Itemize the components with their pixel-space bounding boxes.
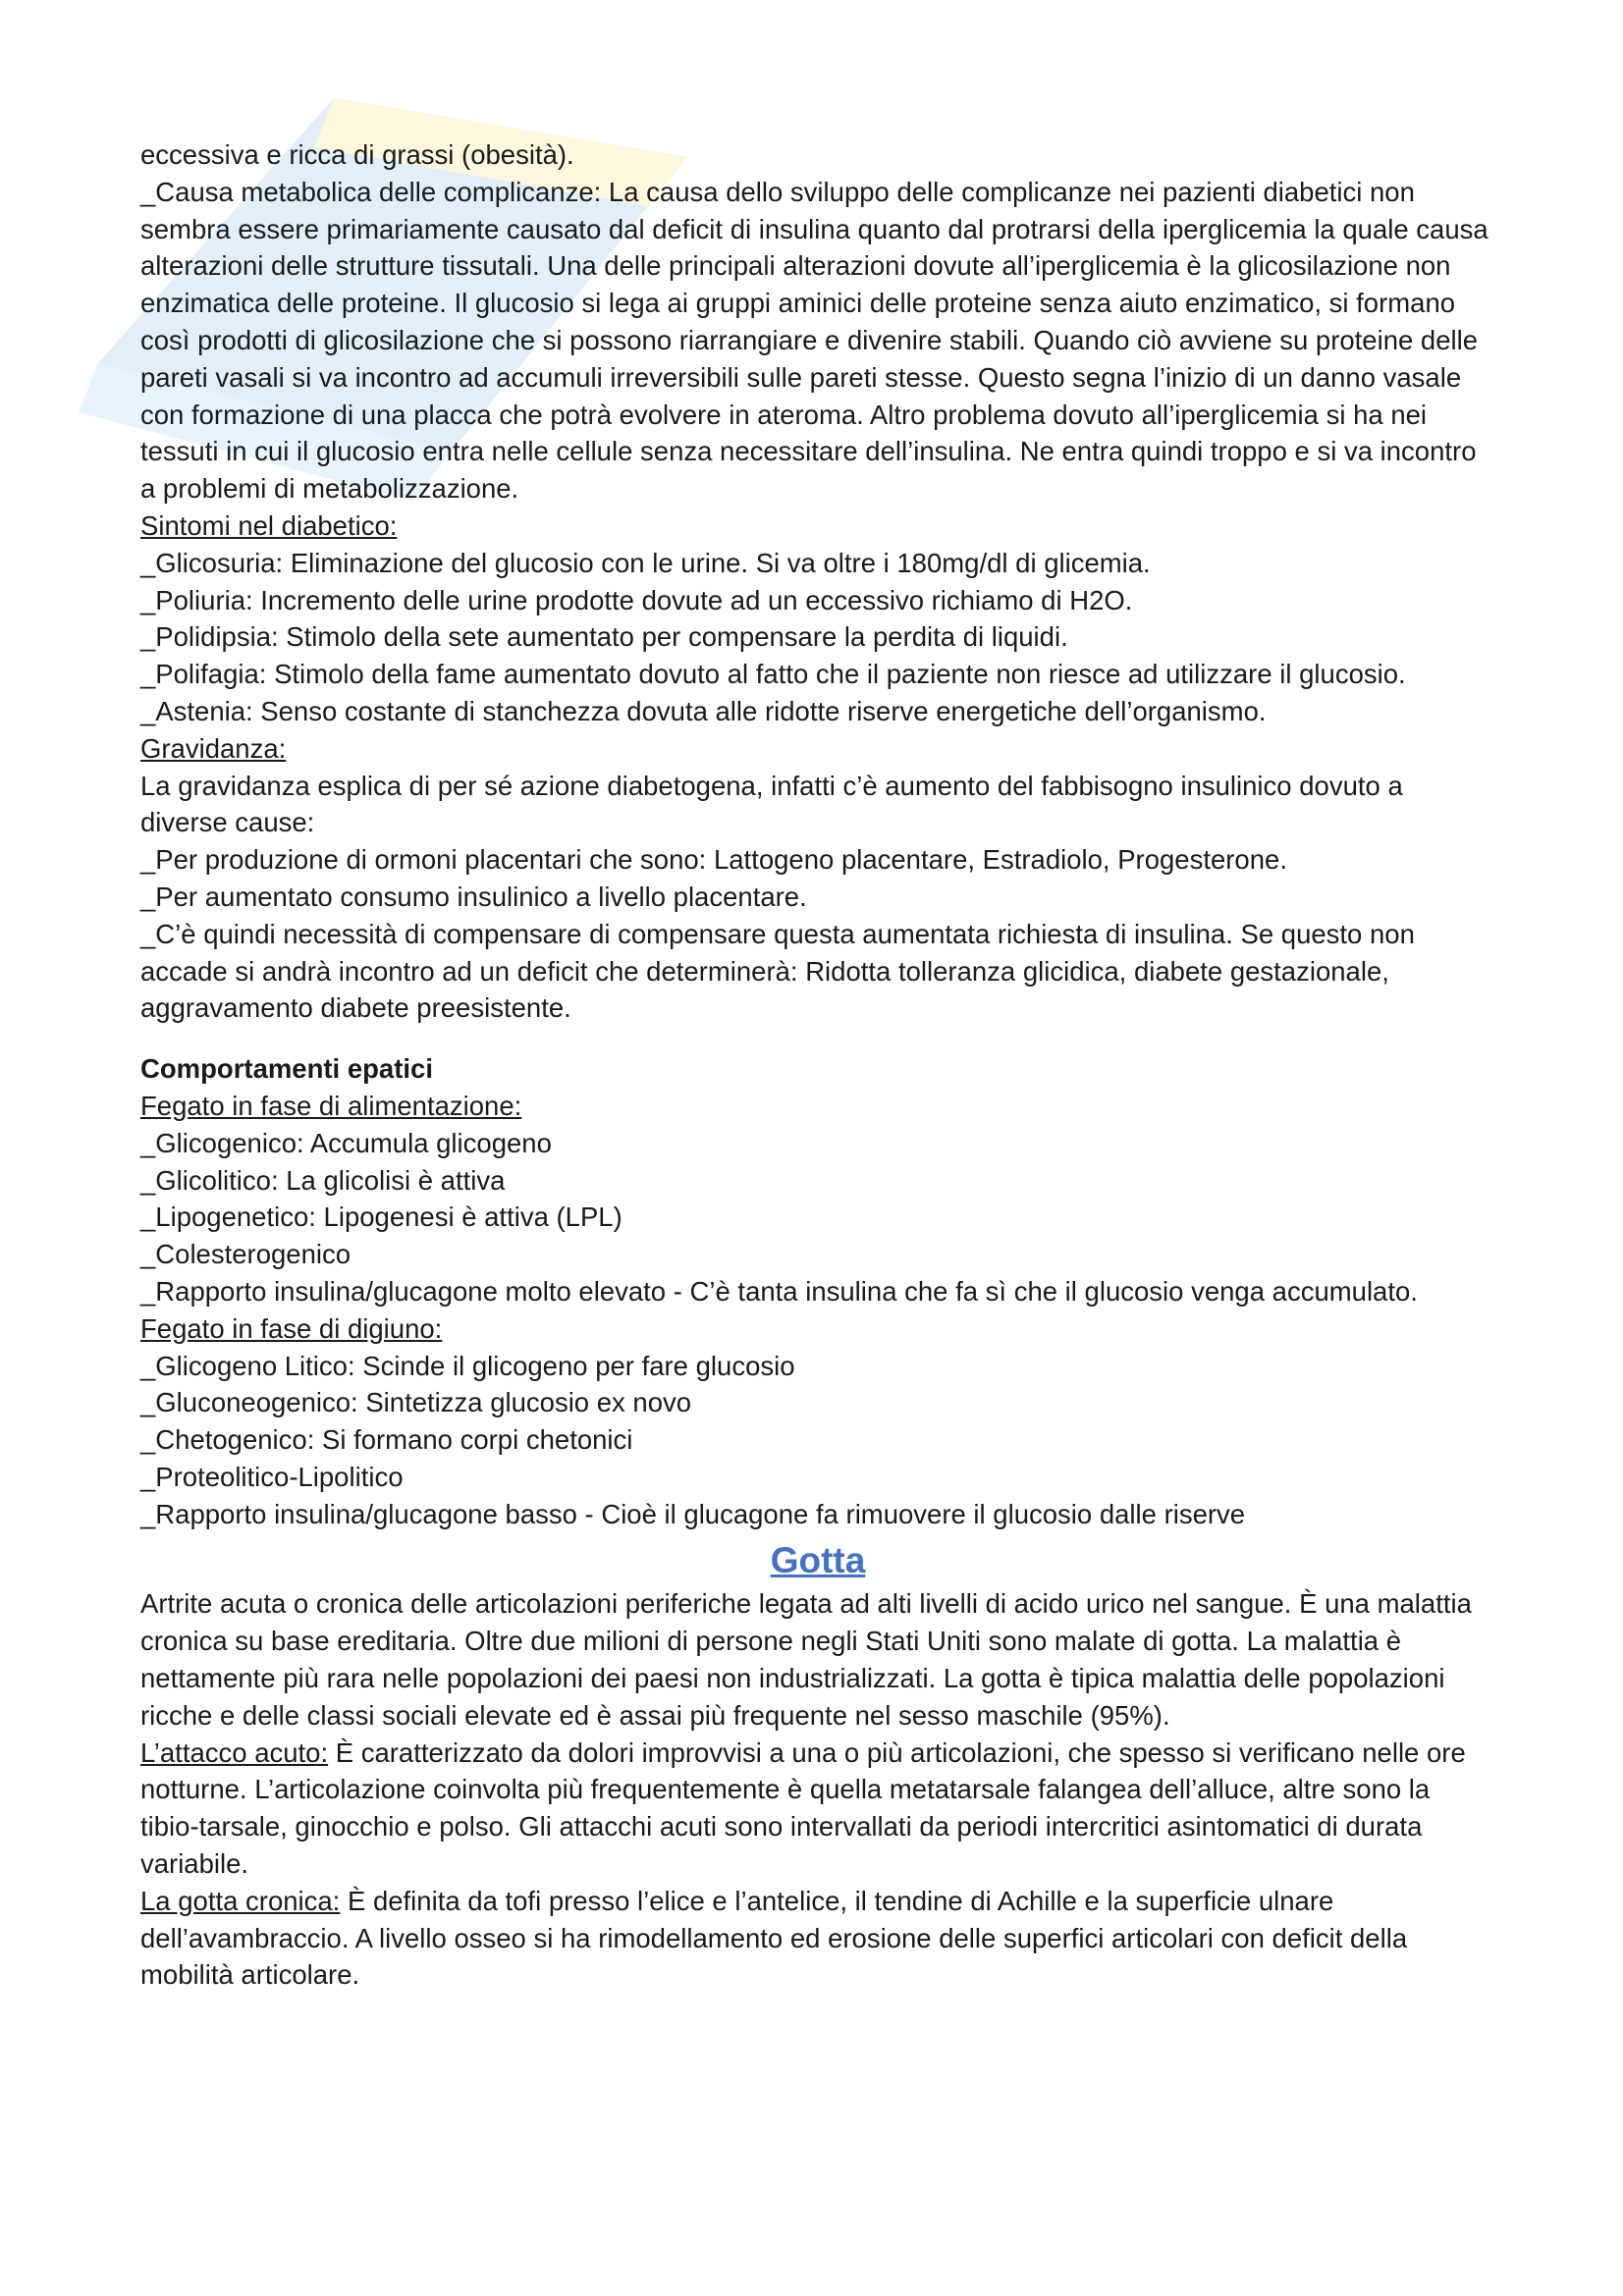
fed-state-heading: Fegato in fase di alimentazione: bbox=[140, 1090, 522, 1121]
fed-item: _Colesterogenico bbox=[140, 1239, 352, 1270]
fed-item: _Glicogenico: Accumula glicogeno bbox=[140, 1127, 552, 1158]
fed-item: _Rapporto insulina/glucagone molto elevato - C’è tanta insulina che fa sì che il glucosio venga accumulato. bbox=[140, 1275, 1418, 1307]
fasting-item: _Gluconeogenico: Sintetizza glucosio ex novo bbox=[140, 1387, 692, 1418]
metabolic-cause-paragraph bbox=[140, 174, 1495, 507]
document-page bbox=[140, 136, 1495, 1994]
acute-attack-paragraph bbox=[140, 1735, 1495, 1883]
pregnancy-item: _Per aumentato consumo insulinico a livello placentare. bbox=[140, 881, 807, 912]
pregnancy-intro: La gravidanza esplica di per sé azione diabetogena, infatti c’è aumento del fabbisogno insulinico dovuto a diverse cause: bbox=[140, 770, 1403, 838]
pregnancy-heading: Gravidanza: bbox=[140, 732, 287, 764]
gout-title: Gotta bbox=[770, 1540, 866, 1581]
metabolic-cause-text: La causa dello sviluppo delle complicanze nei pazienti diabetici non sembra essere primariamente causato dal deficit di insulina quanto dal protrarsi della iperglicemia la quale causa alterazioni delle strutture tissutali. Una delle principali alterazioni dovute all’iperglicemia è la glicosilazione non enzimatica delle proteine. Il glucosio si lega ai gruppi aminici delle proteine senza aiuto enzimatico, si formano così prodotti di glicosilazione che si possono riarrangiare e divenire stabili. Quando ciò avviene su proteine delle pareti vasali si va incontro ad accumuli irreversibili sulle pareti stesse. Questo segna l’inizio di un danno vasale con formazione di una placca che potrà evolvere in ateroma. Altro problema dovuto all’iperglicemia si ha nei tessuti in cui il glucosio entra nelle cellule senza necessitare dell’insulina. Ne entra quindi troppo e si va incontro a problemi di metabolizzazione. bbox=[140, 176, 1488, 505]
fed-item: _Glicolitico: La glicolisi è attiva bbox=[140, 1164, 506, 1196]
gout-intro-paragraph: Artrite acuta o cronica delle articolazioni periferiche legata ad alti livelli di acido urico nel sangue. È una malattia cronica su base ereditaria. Oltre due milioni di persone negli Stati Uniti sono malate di gotta. La malattia è nettamente più rara nelle popolazioni dei paesi non industrializzati. La gotta è tipica malattia delle popolazioni ricche e delle classi sociali elevate ed è assai più frequente nel sesso maschile (95%). bbox=[140, 1588, 1472, 1731]
metabolic-cause-label: _Causa metabolica delle complicanze: bbox=[140, 176, 602, 207]
intro-paragraph: eccessiva e ricca di grassi (obesità). bbox=[140, 139, 574, 170]
symptom-item: _Polidipsia: Stimolo della sete aumentato per compensare la perdita di liquidi. bbox=[140, 621, 1068, 653]
symptom-item: _Astenia: Senso costante di stanchezza dovuta alle ridotte riserve energetiche dell’organismo. bbox=[140, 695, 1267, 726]
symptom-item: _Polifagia: Stimolo della fame aumentato dovuto al fatto che il paziente non riesce ad utilizzare il glucosio. bbox=[140, 659, 1406, 690]
fasting-item: _Glicogeno Litico: Scinde il glicogeno per fare glucosio bbox=[140, 1350, 795, 1381]
fasting-item: _Rapporto insulina/glucagone basso - Cioè il glucagone fa rimuovere il glucosio dalle riserve bbox=[140, 1498, 1246, 1529]
chronic-gout-paragraph bbox=[140, 1883, 1495, 1994]
fasting-state-heading: Fegato in fase di digiuno: bbox=[140, 1312, 443, 1344]
acute-attack-label: L’attacco acuto: bbox=[140, 1736, 329, 1768]
chronic-gout-label: La gotta cronica: bbox=[140, 1885, 341, 1916]
fed-item: _Lipogenetico: Lipogenesi è attiva (LPL) bbox=[140, 1201, 622, 1233]
symptom-item: _Glicosuria: Eliminazione del glucosio con le urine. Si va oltre i 180mg/dl di glicemia. bbox=[140, 547, 1151, 578]
chronic-gout-text: È definita da tofi presso l’elice e l’antelice, il tendine di Achille e la superficie ulnare dell’avambraccio. A livello osseo si ha rimodellamento ed erosione delle superfici articolari con deficit della mobilità articolare. bbox=[140, 1885, 1408, 1991]
fasting-item: _Proteolitico-Lipolitico bbox=[140, 1461, 404, 1492]
acute-attack-text: È caratterizzato da dolori improvvisi a una o più articolazioni, che spesso si verificano nelle ore notturne. L’articolazione coinvolta più frequentemente è quella metatarsale falangea dell’alluce, altre sono la tibio-tarsale, ginocchio e polso. Gli attacchi acuti sono intervallati da periodi intercritici asintomatici di durata variabile. bbox=[140, 1736, 1466, 1880]
liver-heading: Comportamenti epatici bbox=[140, 1053, 433, 1085]
fasting-item: _Chetogenico: Si formano corpi chetonici bbox=[140, 1424, 633, 1456]
pregnancy-item: _Per produzione di ormoni placentari che sono: Lattogeno placentare, Estradiolo, Progesterone. bbox=[140, 844, 1287, 876]
pregnancy-item: _C’è quindi necessità di compensare di compensare questa aumentata richiesta di insulina. Se questo non accade si andrà incontro ad un deficit che determinerà: Ridotta tolleranza glicidica, diabete gestazionale, aggravamento diabete preesistente. bbox=[140, 918, 1415, 1024]
symptoms-heading: Sintomi nel diabetico: bbox=[140, 509, 398, 541]
section-spacer bbox=[140, 1027, 1495, 1050]
symptom-item: _Poliuria: Incremento delle urine prodotte dovute ad un eccessivo richiamo di H2O. bbox=[140, 584, 1133, 615]
